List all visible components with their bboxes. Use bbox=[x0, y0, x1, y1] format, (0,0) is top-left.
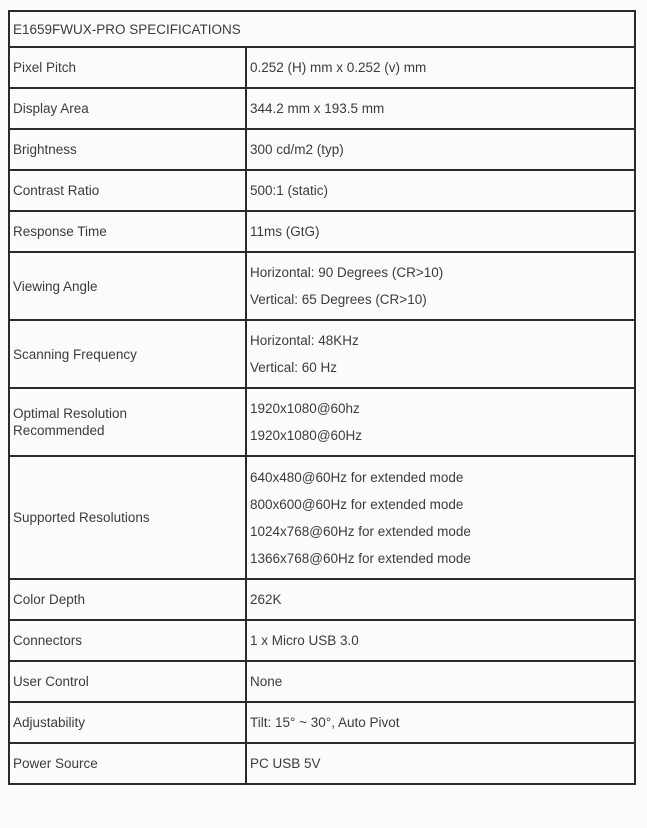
spec-value-line: Horizontal: 48KHz bbox=[250, 333, 359, 348]
spec-row-response-time bbox=[9, 211, 635, 252]
spec-label-text: Pixel Pitch bbox=[13, 60, 77, 75]
spec-row-viewing-angle bbox=[9, 252, 635, 320]
spec-value-line: 500:1 (static) bbox=[250, 183, 329, 198]
spec-value bbox=[246, 211, 635, 252]
spec-label-text: Optimal Resolution Recommended bbox=[13, 406, 128, 438]
spec-value bbox=[246, 252, 635, 320]
spec-row-supported-resolutions bbox=[9, 456, 635, 579]
spec-value-line: 1 x Micro USB 3.0 bbox=[250, 633, 359, 648]
spec-row-contrast-ratio bbox=[9, 170, 635, 211]
page-title: E1659FWUX-PRO SPECIFICATIONS bbox=[9, 11, 635, 47]
spec-value-line: 640x480@60Hz for extended mode bbox=[250, 469, 464, 485]
spec-row-connectors bbox=[9, 620, 635, 661]
spec-label bbox=[9, 88, 246, 129]
spec-row-optimal-resolution bbox=[9, 388, 635, 456]
spec-label bbox=[9, 252, 246, 320]
spec-value-line: Tilt: 15° ~ 30°, Auto Pivot bbox=[250, 715, 400, 730]
spec-value-line: PC USB 5V bbox=[250, 756, 321, 771]
spec-row-color-depth bbox=[9, 579, 635, 620]
spec-label-text: Power Source bbox=[13, 756, 98, 771]
spec-value-line: 1920x1080@60hz bbox=[250, 401, 360, 416]
spec-label bbox=[9, 620, 246, 661]
spec-label-text: Display Area bbox=[13, 101, 89, 116]
spec-label-text: Brightness bbox=[13, 142, 77, 157]
spec-value bbox=[246, 743, 635, 784]
spec-label bbox=[9, 661, 246, 702]
spec-value-line: Horizontal: 90 Degrees (CR>10) bbox=[250, 265, 444, 280]
spec-value bbox=[246, 702, 635, 743]
spec-value-line: Vertical: 65 Degrees (CR>10) bbox=[250, 292, 427, 307]
spec-label-text: Color Depth bbox=[13, 592, 86, 607]
spec-value-line: 1366x768@60Hz for extended mode bbox=[250, 550, 471, 566]
spec-label-text: Supported Resolutions bbox=[13, 510, 150, 525]
spec-label-text: Adjustability bbox=[13, 715, 86, 730]
specifications-table bbox=[8, 10, 636, 785]
spec-label bbox=[9, 388, 246, 456]
spec-row-brightness bbox=[9, 129, 635, 170]
spec-value bbox=[246, 620, 635, 661]
spec-row-user-control bbox=[9, 661, 635, 702]
spec-label-text: Scanning Frequency bbox=[13, 346, 137, 362]
spec-value-line: 262K bbox=[250, 592, 282, 607]
spec-value bbox=[246, 579, 635, 620]
spec-value-line: Vertical: 60 Hz bbox=[250, 360, 338, 375]
spec-label-text: User Control bbox=[13, 674, 89, 689]
spec-value bbox=[246, 456, 635, 579]
spec-label bbox=[9, 579, 246, 620]
spec-value-line: None bbox=[250, 674, 283, 689]
spec-value bbox=[246, 661, 635, 702]
spec-label bbox=[9, 702, 246, 743]
spec-value bbox=[246, 47, 635, 88]
spec-label bbox=[9, 456, 246, 579]
spec-value-line: 0.252 (H) mm x 0.252 (v) mm bbox=[250, 60, 427, 75]
spec-label bbox=[9, 47, 246, 88]
spec-label bbox=[9, 129, 246, 170]
spec-value-line: 11ms (GtG) bbox=[250, 224, 320, 239]
spec-label-text: Viewing Angle bbox=[13, 278, 98, 294]
spec-value bbox=[246, 320, 635, 388]
spec-label bbox=[9, 170, 246, 211]
spec-value-line: 300 cd/m2 (typ) bbox=[250, 142, 344, 157]
table-title-row bbox=[9, 11, 635, 47]
spec-row-adjustability bbox=[9, 702, 635, 743]
spec-value-line: 1024x768@60Hz for extended mode bbox=[250, 523, 471, 539]
spec-value-line: 344.2 mm x 193.5 mm bbox=[250, 101, 385, 116]
spec-label-text: Connectors bbox=[13, 633, 83, 648]
spec-row-pixel-pitch bbox=[9, 47, 635, 88]
spec-row-display-area bbox=[9, 88, 635, 129]
spec-label-text: Response Time bbox=[13, 224, 107, 239]
spec-value bbox=[246, 88, 635, 129]
spec-label bbox=[9, 320, 246, 388]
spec-value bbox=[246, 388, 635, 456]
spec-row-power-source bbox=[9, 743, 635, 784]
spec-value bbox=[246, 170, 635, 211]
spec-row-scanning-frequency bbox=[9, 320, 635, 388]
spec-label-text: Contrast Ratio bbox=[13, 183, 100, 198]
spec-value bbox=[246, 129, 635, 170]
spec-label bbox=[9, 743, 246, 784]
spec-value-line: 1920x1080@60Hz bbox=[250, 428, 363, 443]
spec-label bbox=[9, 211, 246, 252]
spec-value-line: 800x600@60Hz for extended mode bbox=[250, 496, 464, 512]
